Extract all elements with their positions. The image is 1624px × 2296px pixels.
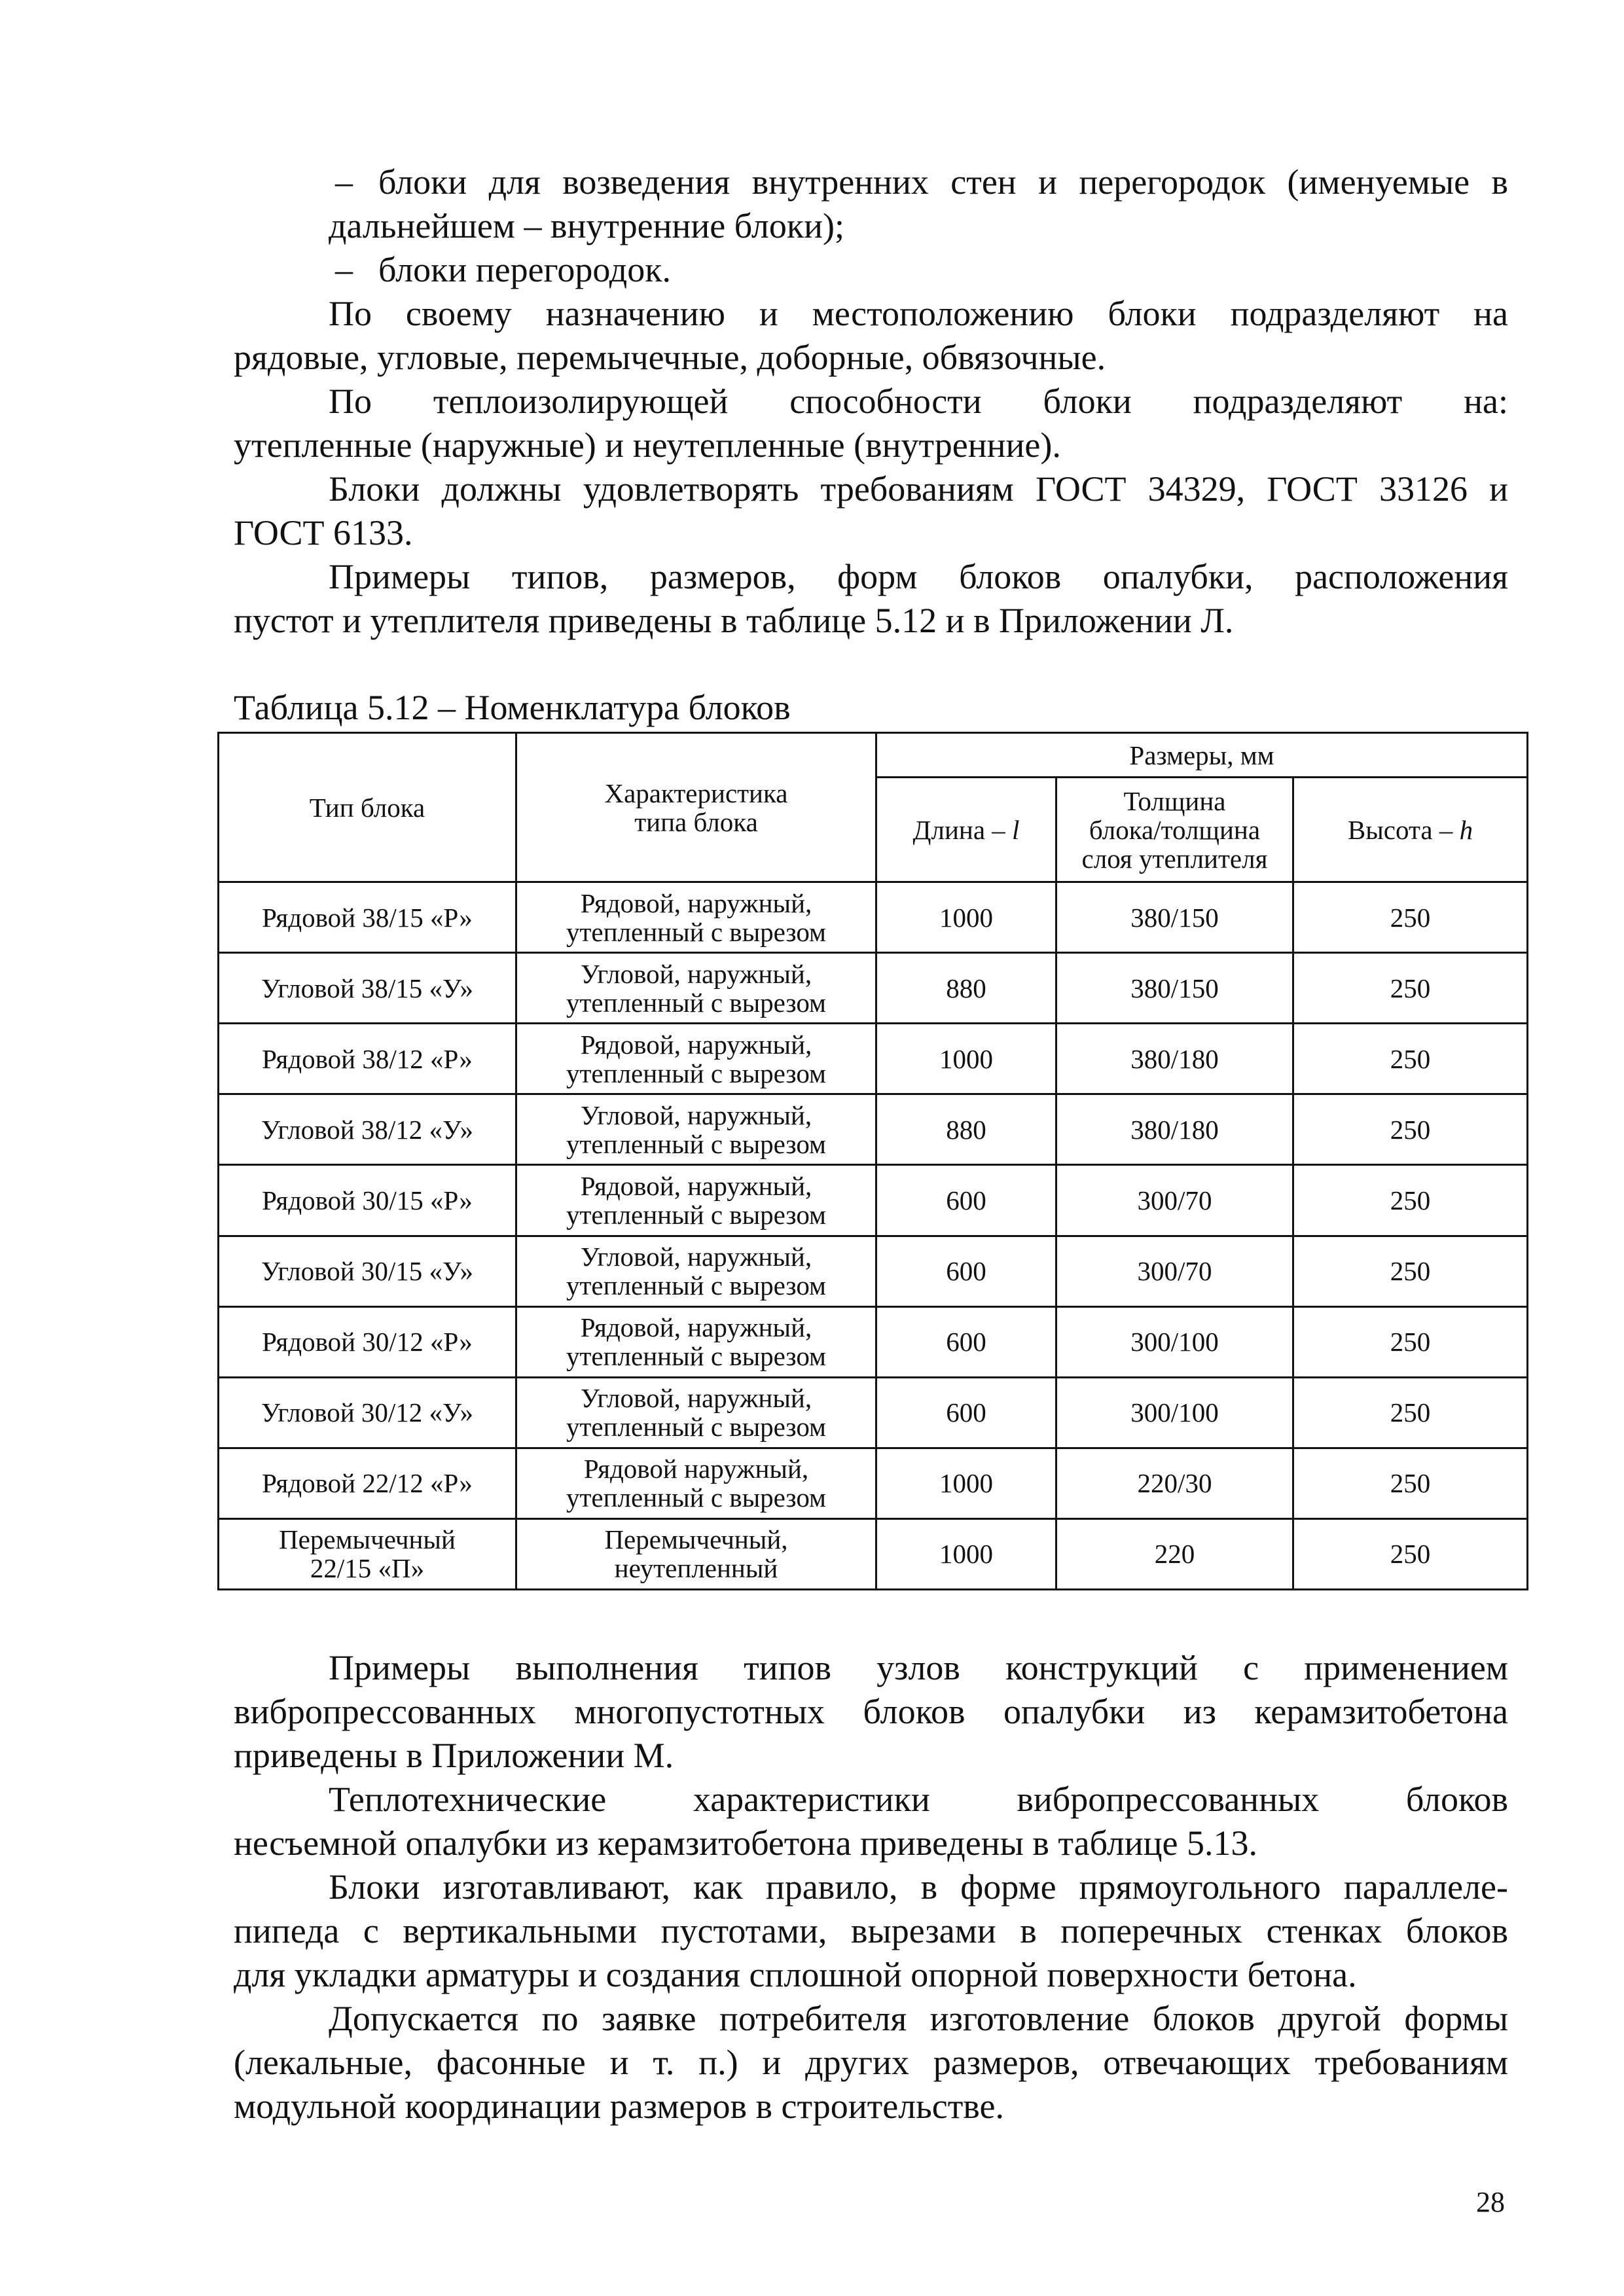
para-3-line-1: Блоки должны удовлетворять требованиям ГОСТ 34329, ГОСТ 33126 и (329, 469, 1508, 509)
cell-length: 600 (876, 1236, 1056, 1306)
bullet-1-line-1: блоки для возведения внутренних стен и перегородок (именуемые в (378, 162, 1508, 202)
para-3-line-2: ГОСТ 6133. (234, 513, 413, 552)
cell-characteristic: Угловой, наружный, утепленный с вырезом (516, 953, 876, 1024)
cell-length: 1000 (876, 1024, 1056, 1094)
header-characteristic: Характеристика типа блока (516, 733, 876, 882)
cell-type: Рядовой 38/15 «Р» (219, 882, 516, 953)
table-row (219, 882, 1528, 953)
para-4-line-1: Примеры типов, размеров, форм блоков опалубки, расположения (329, 557, 1508, 596)
page-number: 28 (1476, 2186, 1505, 2218)
para-1-line-2: рядовые, угловые, перемычечные, доборные, обвязочные. (234, 338, 1106, 377)
para-2-line-1: По теплоизолирующей способности блоки подразделяют на: (329, 382, 1508, 421)
cell-type: Рядовой 30/12 «Р» (219, 1306, 516, 1377)
blocks-table (217, 732, 1528, 1590)
table-row (219, 1165, 1528, 1236)
cell-characteristic: Угловой, наружный, утепленный с вырезом (516, 1377, 876, 1448)
para-2-line-2: утепленные (наружные) и неутепленные (внутренние). (234, 425, 1061, 465)
cell-height: 250 (1293, 1306, 1528, 1377)
cell-length: 1000 (876, 882, 1056, 953)
cell-height: 250 (1293, 1165, 1528, 1236)
table-row (219, 1236, 1528, 1306)
table-row (219, 1448, 1528, 1518)
cell-type: Рядовой 38/12 «Р» (219, 1024, 516, 1094)
cell-characteristic: Перемычечный, неутепленный (516, 1518, 876, 1589)
bullet-1-line-2: дальнейшем – внутренние блоки); (329, 206, 844, 245)
cell-characteristic: Угловой, наружный, утепленный с вырезом (516, 1236, 876, 1306)
cell-characteristic: Угловой, наружный, утепленный с вырезом (516, 1094, 876, 1165)
cell-type: Угловой 30/12 «У» (219, 1377, 516, 1448)
table-row (219, 1518, 1528, 1589)
cell-characteristic: Рядовой, наружный, утепленный с вырезом (516, 1165, 876, 1236)
outro-para-3-line-3: для укладки арматуры и создания сплошной опорной поверхности бетона. (234, 1955, 1357, 1994)
header-height: Высота – h (1293, 778, 1528, 882)
outro-para-1-line-3: приведены в Приложении М. (234, 1736, 674, 1775)
bullet-dash: – (335, 250, 353, 289)
header-type: Тип блока (219, 733, 516, 882)
outro-para-1-line-1: Примеры выполнения типов узлов конструкций с применением (329, 1648, 1508, 1687)
cell-length: 880 (876, 1094, 1056, 1165)
table-row (219, 1094, 1528, 1165)
bullet-2: блоки перегородок. (378, 250, 672, 289)
outro-para-2-line-2: несъемной опалубки из керамзитобетона приведены в таблице 5.13. (234, 1823, 1257, 1863)
cell-height: 250 (1293, 953, 1528, 1024)
cell-thickness: 220 (1056, 1518, 1293, 1589)
cell-type: Угловой 30/15 «У» (219, 1236, 516, 1306)
table-header-row (219, 733, 1528, 778)
table-row (219, 1024, 1528, 1094)
cell-height: 250 (1293, 1236, 1528, 1306)
cell-height: 250 (1293, 1518, 1528, 1589)
cell-type: Рядовой 30/15 «Р» (219, 1165, 516, 1236)
header-sizes: Размеры, мм (876, 733, 1528, 778)
cell-type: Перемычечный 22/15 «П» (219, 1518, 516, 1589)
cell-characteristic: Рядовой, наружный, утепленный с вырезом (516, 1306, 876, 1377)
cell-thickness: 380/180 (1056, 1094, 1293, 1165)
cell-length: 600 (876, 1165, 1056, 1236)
header-thickness: Толщина блока/толщина слоя утеплителя (1056, 778, 1293, 882)
cell-height: 250 (1293, 882, 1528, 953)
outro-para-2-line-1: Теплотехнические характеристики вибропрессованных блоков (329, 1780, 1508, 1819)
table-row (219, 1306, 1528, 1377)
cell-height: 250 (1293, 1377, 1528, 1448)
cell-characteristic: Рядовой, наружный, утепленный с вырезом (516, 882, 876, 953)
cell-type: Угловой 38/15 «У» (219, 953, 516, 1024)
outro-para-3-line-2: пипеда с вертикальными пустотами, вырезами в поперечных стенках блоков (234, 1911, 1508, 1950)
cell-length: 600 (876, 1377, 1056, 1448)
para-1-line-1: По своему назначению и местоположению блоки подразделяют на (329, 294, 1508, 333)
table-caption: Таблица 5.12 – Номенклатура блоков (234, 688, 791, 727)
cell-type: Угловой 38/12 «У» (219, 1094, 516, 1165)
cell-thickness: 380/150 (1056, 882, 1293, 953)
cell-thickness: 380/180 (1056, 1024, 1293, 1094)
cell-characteristic: Рядовой наружный, утепленный с вырезом (516, 1448, 876, 1518)
cell-type: Рядовой 22/12 «Р» (219, 1448, 516, 1518)
cell-length: 600 (876, 1306, 1056, 1377)
header-length: Длина – l (876, 778, 1056, 882)
table-row (219, 953, 1528, 1024)
cell-thickness: 300/100 (1056, 1377, 1293, 1448)
cell-length: 880 (876, 953, 1056, 1024)
outro-para-4-line-2: (лекальные, фасонные и т. п.) и других размеров, отвечающих требованиям (234, 2043, 1508, 2082)
cell-height: 250 (1293, 1094, 1528, 1165)
outro-para-4-line-3: модульной координации размеров в строительстве. (234, 2087, 1004, 2126)
outro-para-3-line-1: Блоки изготавливают, как правило, в форме прямоугольного параллеле- (329, 1867, 1508, 1907)
cell-thickness: 300/100 (1056, 1306, 1293, 1377)
cell-thickness: 380/150 (1056, 953, 1293, 1024)
cell-thickness: 300/70 (1056, 1165, 1293, 1236)
cell-length: 1000 (876, 1518, 1056, 1589)
cell-height: 250 (1293, 1448, 1528, 1518)
cell-thickness: 220/30 (1056, 1448, 1293, 1518)
outro-para-4-line-1: Допускается по заявке потребителя изготовление блоков другой формы (329, 1999, 1508, 2038)
outro-para-1-line-2: вибропрессованных многопустотных блоков опалубки из керамзитобетона (234, 1692, 1508, 1731)
cell-thickness: 300/70 (1056, 1236, 1293, 1306)
table-row (219, 1377, 1528, 1448)
bullet-dash: – (335, 162, 353, 202)
cell-height: 250 (1293, 1024, 1528, 1094)
cell-characteristic: Рядовой, наружный, утепленный с вырезом (516, 1024, 876, 1094)
para-4-line-2: пустот и утеплителя приведены в таблице 5.12 и в Приложении Л. (234, 601, 1234, 640)
cell-length: 1000 (876, 1448, 1056, 1518)
